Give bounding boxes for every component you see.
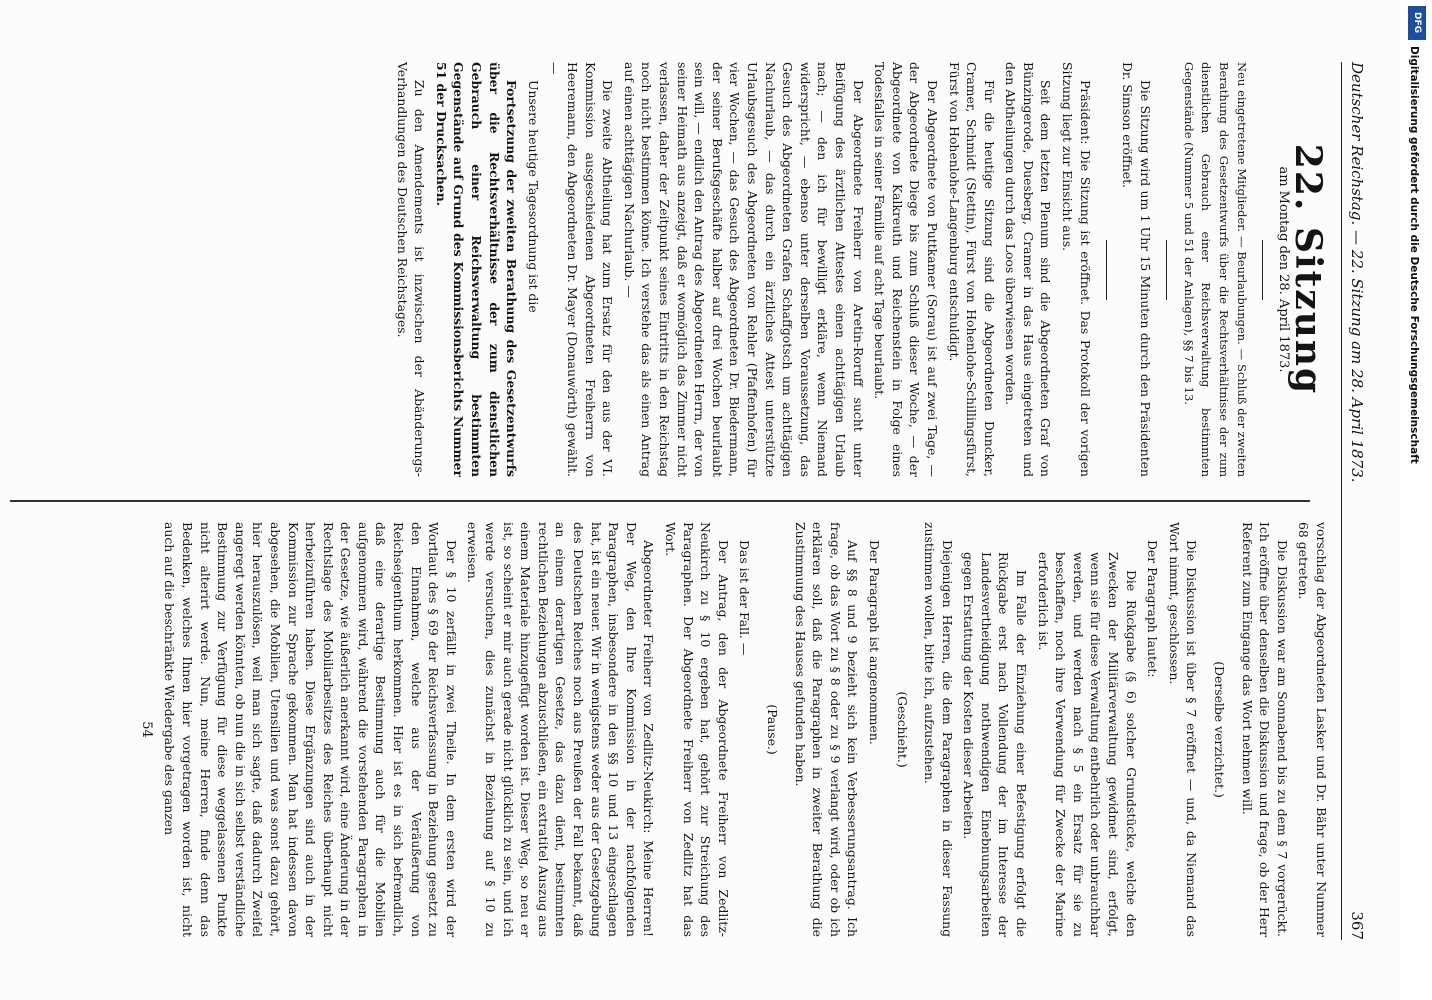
- paragraph: Unsere heutige Tagesordnung ist die: [525, 80, 541, 313]
- dfg-logo: DFG: [1408, 6, 1426, 40]
- speech-paragraph: Abgeordneter Freiherr von Zedlitz-Neukirch: Meine Herren! Der Weg, den Ihre Kommission in der nachfolgenden Paragraphen, insbesondere in den §§ 10 und 13 eingeschlagen hat, ist ein neuer. Wir in wenigstens weder aus der Gesetzgebung des Deutschen Reiches noch aus Preußen der Fall bekannt, daß an einem derartigen Gesetze, das dazu dient, bestimmten rechtlichen Beziehungen abzuschließen, ein extratitel Auszug aus einem Materiale hinzugefügt worden ist. Dieser Weg, so neu er ist, so scheint er mir auch gerade nicht glücklich zu sein, und ich werde versuchen, dies zunächst in Beziehung auf § 10 zu erweisen.: [465, 522, 657, 937]
- divider: [1166, 240, 1167, 300]
- credit-text: Digitalisierung gefördert durch die Deutsche Forschungsgemeinschaft: [1408, 46, 1420, 464]
- paragraph: Für die heutige Sitzung sind die Abgeordneten Duncker, Cramer, Schmidt (Stettin), Fürst von Hohenlohe-Schillingsfürst, Fürst von Hohenlohe-Langenburg entschuldigt.: [946, 62, 997, 477]
- paragraph: Diejenigen Herren, die dem Paragraphen in dieser Fassung zustimmen wollen, bitte ich, aufzustehen.: [922, 522, 955, 937]
- opening-paragraph: Die Sitzung wird um 1 Uhr 15 Minuten durch den Präsidenten Dr. Simson eröffnet.: [1120, 62, 1154, 477]
- stage-direction: (Pause.): [764, 704, 780, 755]
- signature-mark: 54: [138, 721, 154, 738]
- paragraph: Der Antrag, den der Abgeordnete Freiherr von Zedlitz-Neukirch zu § 10 ergeben hat, gehört zur Streichung des Paragraphen. Der Abgeordnete Freiherr von Zedlitz hat das Wort.: [663, 522, 731, 937]
- stage-direction: (Derselbe verzichtet.): [1212, 661, 1228, 798]
- paragraph: Der § 10 zerfällt in zwei Theile. In dem ersten wird der Wortlaut des § 69 der Reichsverfassung in Beziehung gesetzt zu den Einnahmen, welche aus der Veräußerung von Reichseigenthum herkommen. Hier ist es in sich befremdlich, daß eine derartige Bestimmung auch für die Mobilien aufgenommen wird, während die vorstehenden Paragraphen in der Gesetze, wie äußerlich anerkannt wird, eine Änderung in der Rechtslage des Mobiliarbesitzes des Reiches überhaupt nicht herbeizuführen haben. Diese Ergänzungen sind auch in der Kommission zur Sprache gekommen. Man hat indessen davon abgesehen, die Mobilien, Utensilien und was sonst dazu gehört, hier herauszulösen, weil man sich sagte, daß dadurch Zweifel angeregt werden könnten, ob nun die in sich selbst verständliche Bestimmung zur Verfügung für diese weggelassenen Punkte nicht alterirt werde. Nun, meine Herren, finde denn das Bedenken, welches Ihnen hier vorgetragen worden ist, nicht auch auf die beschränkte Wiedergabe des ganzen: [162, 522, 459, 937]
- paragraph: Zu den Amendements ist inzwischen der Abänderungs-Verhandlungen des Deutschen Reichstages.: [394, 62, 428, 477]
- paragraph: Der Abgeordnete Freiherr von Aretin-Roruff sucht unter Beifügung des ärztlichen Attestes einen achttägigen Urlaub nach; — den ich für bewilligt erkläre, wenn Niemand widerspricht, — ebenso unter derselben Voraussetzung, das Gesuch des Abgeordneten Grafen Schaffgotsch um achttägigen Nachurlaub, — das durch ein ärztliches Attest unterstützte Urlaubsgesuch des Abgeordneten von Rehler (Pfaffenhofen) für vier Wochen, — das Gesuch des Abgeordneten Dr. Biedermann, der seiner Berufsgeschäfte halber auf drei Wochen beurlaubt sein will, — endlich den Antrag des Abgeordneten Herrn, der von seiner Heimath aus anzeigt, daß er womöglich das Zimmer nicht verlassen, daher der Zeitpunkt seines Eintritts in den Reichstag noch nicht bestimmen könne. Ich verstehe das als einen Antrag auf einen achttägigen Nachurlaub. —: [621, 62, 866, 477]
- paragraph: Der Paragraph lautet:: [1145, 540, 1161, 678]
- agenda-item: Fortsetzung der zweiten Berathung des Gesetzentwurfs über die Rechtsverhältnisse der zum dienstlichen Gebrauch einer Reichsverwaltung bestimmten Gegenstände auf Grund des Kommissionsberichts Nummer 51 der Drucksachen.: [433, 62, 520, 477]
- paragraph: Die Diskussion ist über § 7 eröffnet — und, da Niemand das Wort nimmt, geschlossen.: [1166, 522, 1200, 937]
- quoted-paragraph: Die Rückgabe (§ 6) solcher Grundstücke, welche den Zwecken der Militärverwaltung gewidmet sind, erfolgt, wenn sie für diese Verwaltung entbehrlich oder unbrauchbar werden, und werden nach § 5 ein Ersatz für sie zu beschaffen, noch ihre Verwendung für Zwecke der Marine erforderlich ist.: [1035, 552, 1139, 937]
- right-column: [20, 522, 1330, 937]
- session-date: am Montag den 28. April 1873.: [1276, 166, 1292, 373]
- paragraph: Der Abgeordnete von Puttkamer (Sorau) ist auf zwei Tage, — der Abgeordnete Diege bis zum Schluß dieser Woche, — der Abgeordnete von Kalkreuth und Reichenstein in Folge eines Todesfalles in seiner Familie auf acht Tage beurlaubt.: [872, 62, 940, 477]
- running-head-title: Deutscher Reichstag. — 22. Sitzung am 28. April 1873.: [1348, 62, 1366, 483]
- digitization-credit: [1404, 6, 1430, 786]
- running-head: [1341, 62, 1378, 940]
- paragraph: Der Paragraph ist angenommen.: [866, 540, 882, 745]
- paragraph: Die zweite Abtheilung hat zum Ersatz für den aus der VI. Kommission ausgeschiedenen Abgeordneten Freiherrn von Heeremann, den Abgeordneten Dr. Mayer (Donauwörth) gewählt. —: [547, 62, 616, 477]
- paragraph: Das ist der Fall. —: [737, 540, 753, 656]
- session-title: 22. Sitzung: [1287, 143, 1329, 396]
- paragraph: vorschlag der Abgeordneten Lasker und Dr. Bähr unter Nummer 68 getreten.: [1296, 522, 1329, 937]
- paragraph: Seit dem letzten Plenum sind die Abgeordneten Graf von Bünzingerode, Duesberg, Cramer in das Haus eingetreten und den Abtheilungen durch das Loos überwiesen worden.: [1003, 62, 1054, 477]
- paragraph: Auf §§ 8 und 9 bezieht sich kein Verbesserungsantrag. Ich frage, ob das Wort zu § 8 oder zu § 9 verlangt wird, oder ob ich erklären soll, daß die Paragraphen in zweiter Berathung die Zustimmung des Hauses gefunden haben.: [792, 522, 861, 937]
- divider: [1106, 240, 1107, 300]
- session-summary: Neu eingetretene Mitglieder. — Beurlaubungen. — Schluß der zweiten Berathung des Gesetzentwurfs über die Rechtsverhältnisse der zum dienstlichen Gebrauch einer Reichsverwaltung bestimmten Gegenstände (Nummer 5 und 51 der Anlagen), §§ 7 bis 13.: [1181, 62, 1249, 477]
- stage-direction: (Geschieht.): [894, 691, 910, 768]
- left-column: [20, 62, 1330, 477]
- paragraph: Die Diskussion war am Sonnabend bis zu dem § 7 vorgerückt. Ich eröffne über denselben die Diskussion und frage, ob der Herr Referent zum Eingange das Wort nehmen will.: [1239, 522, 1290, 937]
- quoted-paragraph: Im Falle der Einziehung einer Befestigung erfolgt die Rückgabe erst nach Vollendung der im Interesse der Landesvertheidigung nothwendigen Einebnungsarbeiten gegen Erstattung der Kosten dieser Arbeiten.: [961, 552, 1030, 937]
- paragraph: Präsident: Die Sitzung ist eröffnet. Das Protokoll der vorigen Sitzung liegt zur Einsicht aus.: [1060, 62, 1093, 477]
- column-divider: [10, 500, 1310, 502]
- page-number: 367: [1348, 911, 1366, 940]
- divider: [1262, 240, 1263, 300]
